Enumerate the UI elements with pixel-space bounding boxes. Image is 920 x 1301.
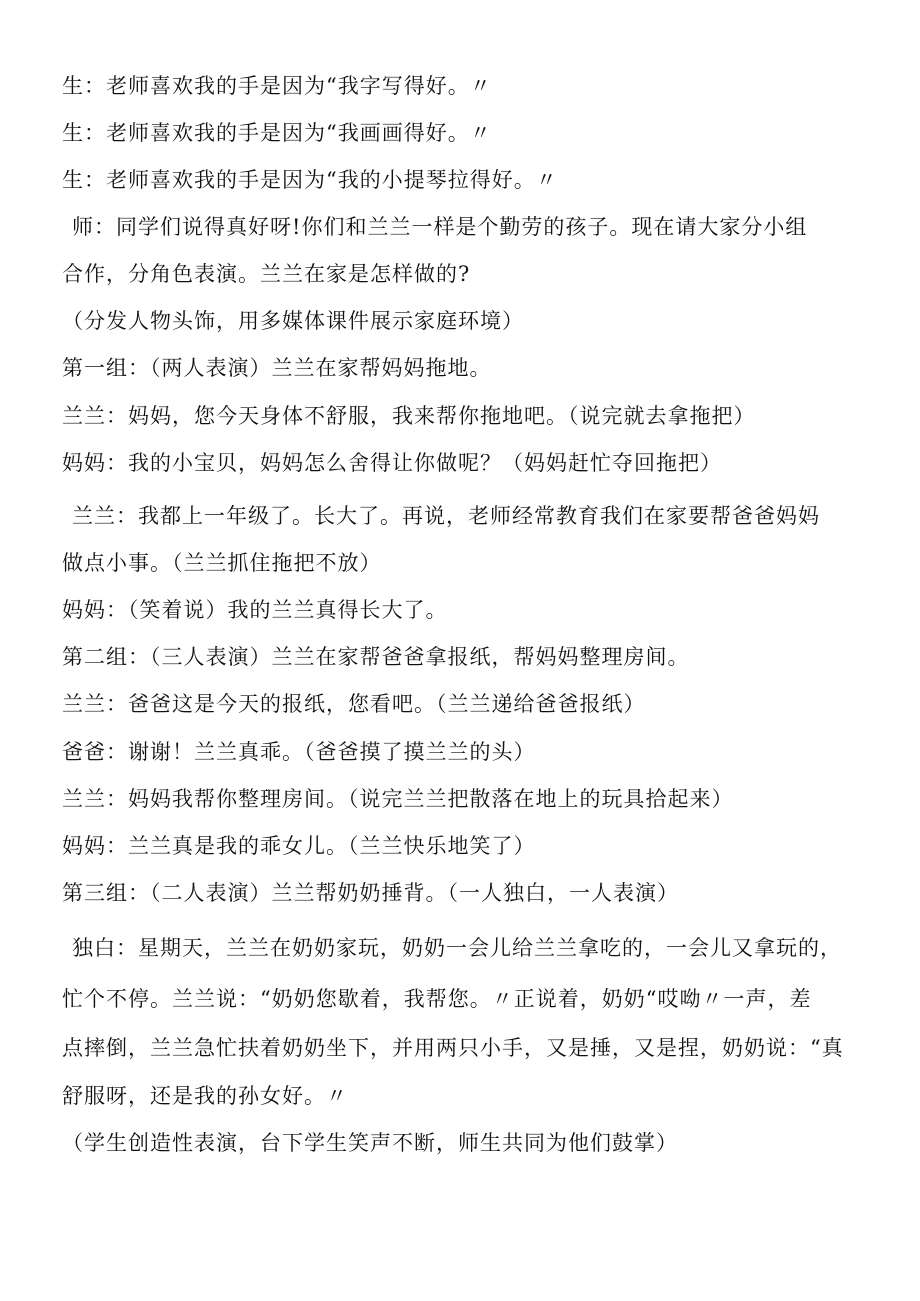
- text-line: 爸爸：谢谢！兰兰真乖。（爸爸摸了摸兰兰的头）: [62, 740, 536, 764]
- text-line: 第一组：（两人表演）兰兰在家帮妈妈拖地。: [62, 356, 492, 380]
- text-line: 第三组：（二人表演）兰兰帮奶奶捶背。（一人独白，一人表演）: [62, 881, 679, 905]
- text-line: 师：同学们说得真好呀!你们和兰兰一样是个勤劳的孩子。现在请大家分小组: [72, 215, 808, 239]
- text-line: 点摔倒，兰兰急忙扶着奶奶坐下，并用两只小手，又是捶，又是捏，奶奶说：“真: [62, 1036, 844, 1060]
- text-line: 妈妈：兰兰真是我的乖女儿。（兰兰快乐地笑了）: [62, 834, 536, 858]
- text-line: 妈妈：（笑着说）我的兰兰真得长大了。: [62, 598, 448, 622]
- text-line: （学生创造性表演，台下学生笑声不断，师生共同为他们鼓掌）: [62, 1131, 678, 1155]
- text-line: 舒服呀，还是我的孙女好。〃: [62, 1084, 348, 1108]
- text-line: 生：老师喜欢我的手是因为“我的小提琴拉得好。〃: [62, 168, 558, 192]
- text-line: 兰兰：妈妈，您今天身体不舒服，我来帮你拖地吧。（说完就去拿拖把）: [62, 404, 756, 428]
- text-line: 兰兰：我都上一年级了。长大了。再说，老师经常教育我们在家要帮爸爸妈妈: [72, 504, 820, 528]
- text-line: 做点小事。（兰兰抓住拖把不放）: [62, 551, 382, 575]
- text-line: 妈妈：我的小宝贝，妈妈怎么舍得让你做呢？（妈妈赶忙夺回拖把）: [62, 451, 722, 475]
- text-line: 忙个不停。兰兰说：“奶奶您歇着，我帮您。〃正说着，奶奶“哎呦〃一声，差: [62, 987, 812, 1011]
- text-line: 生：老师喜欢我的手是因为“我画画得好。〃: [62, 121, 492, 145]
- text-line: 生：老师喜欢我的手是因为“我字写得好。〃: [62, 74, 492, 98]
- text-line: 合作，分角色表演。兰兰在家是怎样做的?: [62, 262, 471, 286]
- text-line: 第二组：（三人表演）兰兰在家帮爸爸拿报纸，帮妈妈整理房间。: [62, 645, 690, 669]
- text-line: 独白：星期天，兰兰在奶奶家玩，奶奶一会儿给兰兰拿吃的，一会儿又拿玩的，: [72, 936, 842, 960]
- text-line: 兰兰：妈妈我帮你整理房间。（说完兰兰把散落在地上的玩具拾起来）: [62, 787, 734, 811]
- text-line: （分发人物头饰，用多媒体课件展示家庭环境）: [62, 309, 524, 333]
- text-line: 兰兰：爸爸这是今天的报纸，您看吧。（兰兰递给爸爸报纸）: [62, 692, 646, 716]
